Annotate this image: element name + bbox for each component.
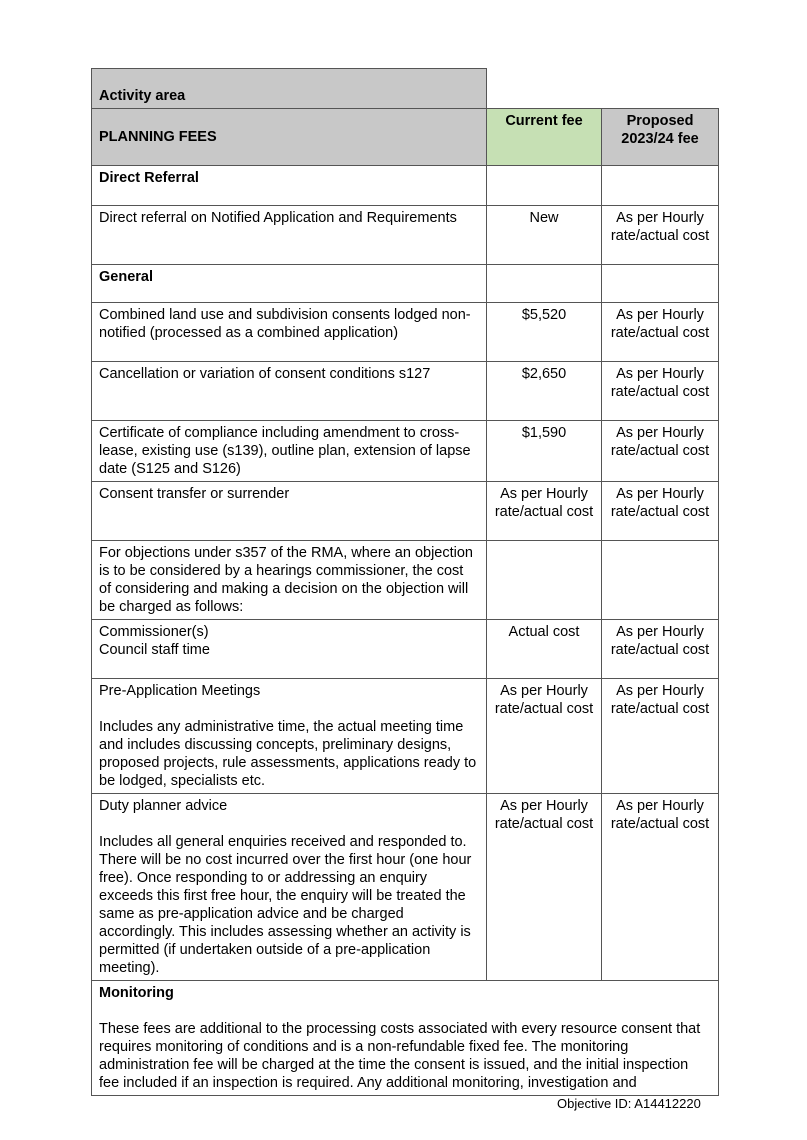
section-heading: General [92, 265, 487, 303]
planning-fees-table [91, 68, 719, 1096]
objective-id: Objective ID: A14412220 [557, 1096, 701, 1111]
proposed-fee-cell: As per Hourly rate/actual cost [602, 620, 719, 679]
current-fee-cell [487, 166, 602, 206]
header-blank [487, 69, 719, 109]
section-heading-row [92, 166, 719, 206]
proposed-fee-cell: As per Hourly rate/actual cost [602, 679, 719, 794]
proposed-fee-cell: As per Hourly rate/actual cost [602, 206, 719, 265]
proposed-fee-cell: As per Hourly rate/actual cost [602, 421, 719, 482]
current-fee-cell: $2,650 [487, 362, 602, 421]
table-row [92, 679, 719, 794]
section-title: PLANNING FEES [92, 109, 487, 166]
fee-rows [92, 166, 719, 981]
activity-description: Certificate of compliance including amendment to cross-lease, existing use (s139), outline plan, extension of lapse date (S125 and S126) [92, 421, 487, 482]
current-fee-cell: $1,590 [487, 421, 602, 482]
table-row [92, 421, 719, 482]
activity-description: Duty planner advice Includes all general enquiries received and responded to. There will be no cost incurred over the first hour (one hour free). Once responding to or addressing an enquiry exceeds this first free hour, the enquiry will be treated the same as pre-application advice and be charged accordingly. This includes assessing whether an activity is permitted (if undertaken outside of a pre-application meeting). [92, 794, 487, 981]
activity-area-header: Activity area [92, 69, 487, 109]
activity-description: Direct referral on Notified Application and Requirements [92, 206, 487, 265]
activity-description: Consent transfer or surrender [92, 482, 487, 541]
monitoring-text: These fees are additional to the processing costs associated with every resource consent that requires monitoring of conditions and is a non-refundable fixed fee. The monitoring administration fee will be charged at the time the consent is issued, and the initial inspection fee included if an inspection is required. Any additional monitoring, investigation and [99, 1021, 701, 1091]
proposed-fee-cell [602, 166, 719, 206]
activity-description: Pre-Application Meetings Includes any administrative time, the actual meeting time and includes discussing concepts, preliminary designs, proposed projects, rule assessments, applications ready to be lodged, specialists etc. [92, 679, 487, 794]
activity-description: Cancellation or variation of consent conditions s127 [92, 362, 487, 421]
table-row [92, 794, 719, 981]
proposed-fee-cell [602, 541, 719, 620]
activity-description: Commissioner(s) Council staff time [92, 620, 487, 679]
monitoring-section [92, 981, 719, 1096]
current-fee-cell: New [487, 206, 602, 265]
section-heading: Direct Referral [92, 166, 487, 206]
table-row [92, 620, 719, 679]
current-fee-cell: Actual cost [487, 620, 602, 679]
table-row [92, 206, 719, 265]
proposed-fee-header: Proposed 2023/24 fee [602, 109, 719, 166]
section-heading-row [92, 265, 719, 303]
proposed-fee-cell: As per Hourly rate/actual cost [602, 362, 719, 421]
current-fee-cell: $5,520 [487, 303, 602, 362]
table-row [92, 362, 719, 421]
activity-description: For objections under s357 of the RMA, where an objection is to be considered by a hearings commissioner, the cost of considering and making a decision on the objection will be charged as follows: [92, 541, 487, 620]
current-fee-cell [487, 541, 602, 620]
current-fee-cell: As per Hourly rate/actual cost [487, 679, 602, 794]
monitoring-heading: Monitoring [99, 985, 174, 1001]
proposed-fee-cell: As per Hourly rate/actual cost [602, 303, 719, 362]
proposed-fee-cell [602, 265, 719, 303]
current-fee-cell [487, 265, 602, 303]
current-fee-header: Current fee [487, 109, 602, 166]
table-row [92, 482, 719, 541]
table-row [92, 541, 719, 620]
activity-description: Combined land use and subdivision consents lodged non-notified (processed as a combined application) [92, 303, 487, 362]
current-fee-cell: As per Hourly rate/actual cost [487, 794, 602, 981]
current-fee-cell: As per Hourly rate/actual cost [487, 482, 602, 541]
table-row [92, 303, 719, 362]
proposed-fee-cell: As per Hourly rate/actual cost [602, 482, 719, 541]
proposed-fee-cell: As per Hourly rate/actual cost [602, 794, 719, 981]
